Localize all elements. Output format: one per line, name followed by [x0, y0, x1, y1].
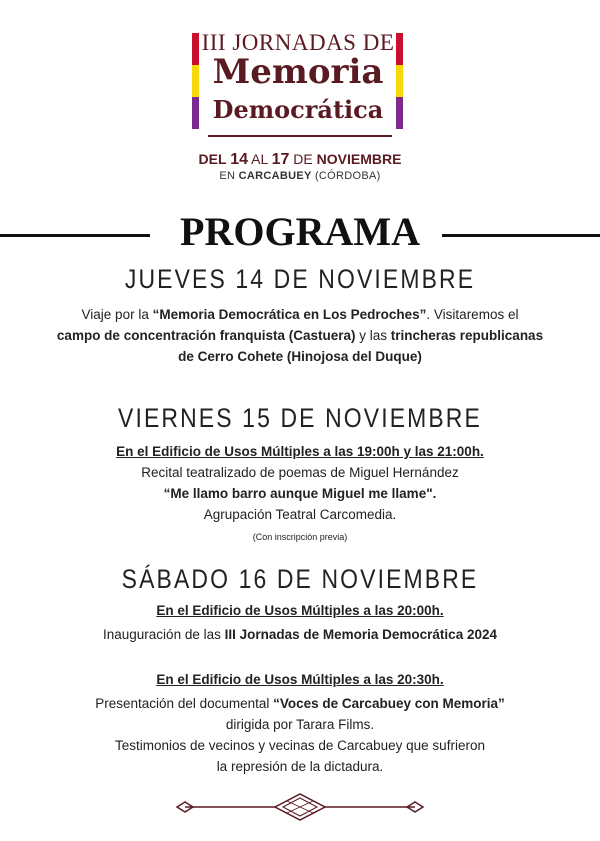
- friday-details: En el Edificio de Usos Múltiples a las 19:00h y las 21:00h. Recital teatralizado de poemas de Miguel Hernández “Me llamo barro aunque Miguel me llame". Agrupación Teatral Carcomedia. (Con inscripción previa): [116, 444, 484, 542]
- header-divider: [208, 135, 392, 137]
- event-header: [0, 0, 600, 200]
- saturday-location-1: En el Edificio de Usos Múltiples a las 20:00h.: [156, 603, 444, 618]
- page-title: PROGRAMA: [180, 209, 420, 254]
- saturday-location-2: En el Edificio de Usos Múltiples a las 20:30h.: [156, 672, 444, 687]
- republic-flag-left: [192, 33, 199, 129]
- saturday-details-2: [0, 669, 600, 690]
- event-place: EN CARCABUEY (CÓRDOBA): [219, 170, 381, 182]
- thursday-heading: JUEVES 14 DE NOVIEMBRE: [124, 264, 476, 294]
- header-memoria: Memoria: [212, 52, 384, 92]
- republic-flag-right: [396, 33, 403, 129]
- header-democratica: Democrática: [212, 95, 384, 124]
- saturday-details-1: [0, 600, 600, 621]
- header-edition: III JORNADAS DE: [201, 30, 395, 55]
- diamond-ornament-icon: [175, 792, 425, 822]
- saturday-inauguration: Inauguración de las III Jornadas de Memoria Democrática 2024: [103, 627, 497, 642]
- friday-heading: VIERNES 15 DE NOVIEMBRE: [118, 403, 482, 433]
- friday-location: En el Edificio de Usos Múltiples a las 19:00h y las 21:00h.: [116, 444, 484, 459]
- event-dates: DEL 14 AL 17 DE NOVIEMBRE: [198, 151, 402, 168]
- saturday-documentary: Presentación del documental “Voces de Carcabuey con Memoria” dirigida por Tarara Films. Testimonios de vecinos y vecinas de Carcabuey que sufrieron la represión de la dictadura.: [95, 696, 505, 774]
- saturday-heading: SÁBADO 16 DE NOVIEMBRE: [121, 564, 479, 594]
- thursday-description: Viaje por la “Memoria Democrática en Los Pedroches”. Visitaremos el campo de concentración franquista (Castuera) y las trincheras republicanas de Cerro Cohete (Hinojosa del Duque): [56, 307, 544, 364]
